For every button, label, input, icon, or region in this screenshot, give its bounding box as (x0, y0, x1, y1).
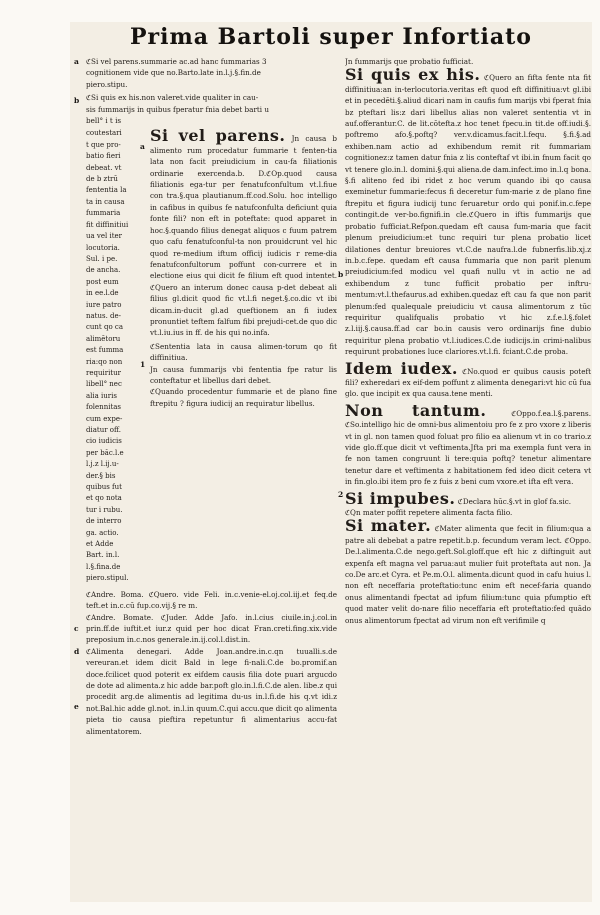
left-main-commentary (150, 128, 337, 584)
left-top-line-3: piero.stipu. (86, 79, 128, 89)
margin-note: in ee.l.de (86, 289, 119, 298)
summary-sentencia: ℭSententia lata in causa alimen-torum qo fit diffinitiua. (150, 341, 337, 363)
margin-note: alia iuris (86, 391, 117, 400)
row-marker: d (74, 647, 80, 656)
right-column (345, 56, 591, 898)
margin-note: alimētoru (86, 334, 121, 343)
section-heading-si-quis-ex-his: Si quis ex his. (345, 65, 481, 85)
margin-note: der.§ bis (86, 471, 116, 480)
page-title: Prima Bartoli super Infortiato (130, 24, 532, 50)
margin-note: coutestari (86, 129, 122, 138)
margin-note: fententia la (86, 186, 127, 195)
margin-note: iure patro (86, 300, 122, 309)
margin-note: tur i rubu. (86, 505, 123, 514)
margin-note: cum expe- (86, 414, 123, 423)
margin-note: post eum (86, 277, 119, 286)
addition-andre-2: ℭAndre. Bomate. ℭJuder. Adde Jafo. in.l.cius ciuile.in.j.col.in prin.ff.de iuftit.et iur.z quid per hoc dicat Fran.creti.fing.xix.vide preposium in.c.nos generale.in.ij.col.l.dist.in. (86, 612, 337, 645)
margin-note: libell° nec (86, 380, 122, 389)
margin-note: batio fieri (86, 152, 121, 161)
margin-note: ta in causa (86, 197, 125, 206)
margin-note: t que pro- (86, 140, 121, 149)
row-marker: b (74, 96, 80, 105)
margin-note: ua vel iter (86, 232, 123, 241)
margin-note: est fumma (86, 346, 124, 355)
margin-note: per băc.l.e (86, 448, 124, 457)
row-marker: e (74, 702, 79, 711)
left-top-line-2: cognitionem vide que no.Barto.late in.l.j.§.fin.de (86, 68, 261, 78)
summary-summaria: Jn causa fummarijs vbi fententia fpe ratur lis conteftatur et libellus dari debet. (150, 364, 337, 385)
row-marker: 1 (140, 360, 146, 369)
margin-note: debeat. vt (86, 163, 122, 172)
margin-note: folennitas (86, 403, 122, 412)
commentary-text: ℭOppo.f.ea.l.§.parens. ℭSo.intelligo hic de omni-bus alimentoiu pro fe z pro vxore z liberis vt in gl. non tamen quod foluat pro filio ea alienum vt in co trario.z vide glo.ff.que dicit vt veftimenta.Jfta pri ma exempla funt vera in fe non tamen congruunt li tere:quia poftq? tenetur alimentare tenetur dare et veftimenta z habitationem fed ideo dicit cetera vt in fin.glo.ibi item pro fe z fuis z beni cum vxore.et ifta eft vera. (345, 408, 591, 487)
row-marker: a (74, 57, 79, 66)
margin-note: l.§.fina.de (86, 562, 121, 571)
section-heading-non-tantum: Non tantum. (345, 400, 487, 420)
left-top-line-1: ℭSi vel parens.summarie ac.ad hanc fummarias 3 (86, 57, 267, 66)
section-heading-idem-iudex: Idem iudex. (345, 358, 458, 378)
left-margin-notes (86, 128, 144, 584)
row-marker: a (140, 142, 145, 151)
right-top-line: Jn fummarijs que probatio fufficiat. (345, 57, 474, 66)
addition-andre-1: ℭAndre. Boma. ℭQuero. vide Feli. in.c.venie-el.oj.col.iij.et feq.de teft.et in.c.cū fup.co.vij.§ re m. (86, 589, 337, 611)
commentary-text: ℭQuero an fifta fente nta fit diffinitiua:an in-terlocutoria.veritas eft quod eft diffinitiua:vt gl.ibi et in pecedēti.§.aliud dicari nam in caufis fum marijs vbi fperat fnia bz pteftari lis:z dari libellus alias non valeret sententia vt in auf.offerantur.C. de lit.cōtefta.z hoc tenet fpecu.in tit.de off.iudi.§. poftremo afo.§.poftq? ver.v.dicamus.facit.l.fequ. §.fi.§.ad exhiben.nam actio ad exhibendum remit rit fummariam cognitionez:z tamen datur fnia z lis conteftaf vt ibi.in fnum facit qo vt tenere glo.in.l. domini.§.qui aliena.de dam.infect.imo in.l.q bona. §.fi aliteno fed ibi ridet z hoc verum quando ibi qo causa exeminetur fummarie:fecus fi deceretur fum-marie z de plano fine ftrepitu et figura iudicij tunc feruaretur ordo qui ponif.in.c.fepe contingit.de ver-bo.fignifi.in cle.ℭQuero in iftis fummarijs que probatio fufficiat.Refpon.quedam eft causa fum-maria que facit plenum preiudicium:et tunc requiri tur plena probatio licet dilationes dentur breuiores vt.C.de naufra.l.de fubnerfis.lib.xj.z in.b.c.fepe. quedam eft causa fummaria que non parit plenum preiudicium:fed modicu vel quafi nullu vt in actio ne ad exhibendum z tunc fufficit probatio per inftru-mentum:vt.l.thefaurus.ad exhiben.quedaz eft cau fa que non parit plenum:fed qualequale preiudiciu vt causa alimentorum z tūc requiritur qualifqualis probatio vt hic z.f.e.l.§.folet z.l.iij.§.causa.ff.ad car bo.in causis vero ordinarijs fine dubio requiritur plena probatio vt.l.iudices.C.de iudicijs.in crimi-nalibus requirunt probationes luce clariores.vt.l.fi. fciant.C.de proba. (345, 73, 591, 357)
margin-note: Sul. i pe. (86, 254, 118, 263)
section-heading-si-mater: Si mater. (345, 516, 432, 536)
left-para-b: ℭSi quis ex his.non valeret.vide qualiter in cau- sis fummarijs in quibus fperatur fnia debet barti u bell° i t is (86, 93, 269, 126)
margin-note: diatur off. (86, 426, 121, 434)
margin-note: cio iudicis (86, 437, 122, 446)
row-marker: 2 (338, 490, 344, 499)
margin-note: de interro (86, 517, 122, 526)
section-heading-si-impubes: Si impubes. (345, 488, 456, 508)
margin-note: piero.stipul. (86, 574, 129, 583)
margin-note: ria:qo non (86, 357, 123, 366)
left-column (86, 56, 337, 898)
margin-note: natus. de- (86, 311, 122, 320)
margin-note: l.j.z l.ij.u- (86, 460, 119, 469)
margin-note: et Adde (86, 540, 114, 549)
margin-note: Bart. in.l. (86, 551, 120, 560)
summary-quando: ℭQuando procedentur fummarie et de plano fine ftrepitu ? figura iudicij an requiratur libellus. (150, 387, 337, 408)
commentary-text: ℭMater alimenta que fecit in filium:qua a patre ali debebat a patre repetit.b.p. fecundum veram lect. ℭOppo. De.l.alimenta.C.de nego.geft.Sol.gloff.que eft hic z diftinguit aut expenfa eft magna vel parua:aut mulier fuit proteftata aut non. Ja co.De arc.et Cyra. et Pe.m.O.l. alimenta.dicunt quod in cafu huius l. non eft neceffaria proteftatio:tunc enim eft necef-faria quando onus alimentandi fpectat ad ipfum filium:tunc quia pfumptio eft quod mater velit do-nare filio neceffaria eft proteftatio:fed quādo onus alimentorum fpectat ad virum non eft verifimile q (345, 524, 591, 625)
margin-note: de ancha. (86, 266, 121, 275)
margin-note: ga. actio. (86, 528, 119, 537)
commentary-text: ℭDeclara hūc.§.vt in glof fa.sic. (457, 496, 572, 506)
row-marker: b (338, 270, 344, 279)
commentary-text: Jn causa b alimento rum procedatur fummarie t fenten-tia lata non facit preiudicium in cau-fa filiationis ordinarie exercenda.b. D.ℭOp.quod causa filiationis ega-tur per fenatufconfultum vt.l.fiue con tra.§.qua plautianum.ff.cod.Solu. hoc intelligo in cafibus in quibus fe natufconfulta deficiunt quia fonte fili? non eft in poteftate: quod apparet in hoc.§.quando filius denegat aliquos c fuum patrem quo cafu fenatufconful-ta non prouidcrunt vel hic quod re-medium iftum officij iudicis r reme-dia fenatufconfultorum poffunt con-currere et in electione eius qui dicit fe filium eft quod intentet. ℭQuero an interum donec causa p-det debeat ali filius gl.dicit quod fic vt.l.fi neget.§.co.dic vt ibi dicam.in-ducit gl.ad queftionem an fi iudex pronuntiet teftem falfum fibi prejudi-cet.de quo dic vt.l.iu.ius in ff. de his qui no.infa. (150, 134, 337, 338)
summary-mater: ℭQn mater poffit repetere alimenta facta filio. (345, 508, 513, 518)
margin-note: locutoria. (86, 243, 120, 252)
margin-note: fummaria (86, 209, 121, 218)
commentary-text: ℭNo.quod er quibus causis poteft fili? exheredari ex eif-dem poffunt z alimenta denegari:vt hic cū fua glo. que incipit ex qua causa.tene menti. (345, 366, 591, 399)
margin-note: et qo nota (86, 494, 122, 503)
margin-note: fit diffinitiui (86, 220, 129, 229)
margin-note: de b ztrū (86, 175, 118, 184)
margin-note: quibus fut (86, 483, 122, 492)
addition-alimenta: ℭAlimenta denegari. Adde Joan.andre.in.c.qn tuualli.s.de vereuran.et idem dicit Bald in lege fi-nali.C.de bo.promif.an doce.fcilicet quod poterit ex eifdem causis filia dote puari argucdo de dote ad alimenta.z hic adde bar.poft glo.in.l.fi.C.de alen. libe.z qui procedit arg.de alimentis ad legitima du-us in.l.fi.de his q.vt idi.z not.Bal.hic adde gl.not. in.l.in quum.C.qui accu.que dicit qo alimenta pieta tio causa pieftira repetuntur fi alimentarius accu-fat alimentatorem. (86, 646, 337, 736)
margin-note: cunt qo ca (86, 323, 123, 332)
row-marker: c (74, 624, 79, 633)
margin-note: requiritur (86, 368, 121, 377)
section-heading-si-vel-parens: Si vel parens. (150, 126, 286, 146)
